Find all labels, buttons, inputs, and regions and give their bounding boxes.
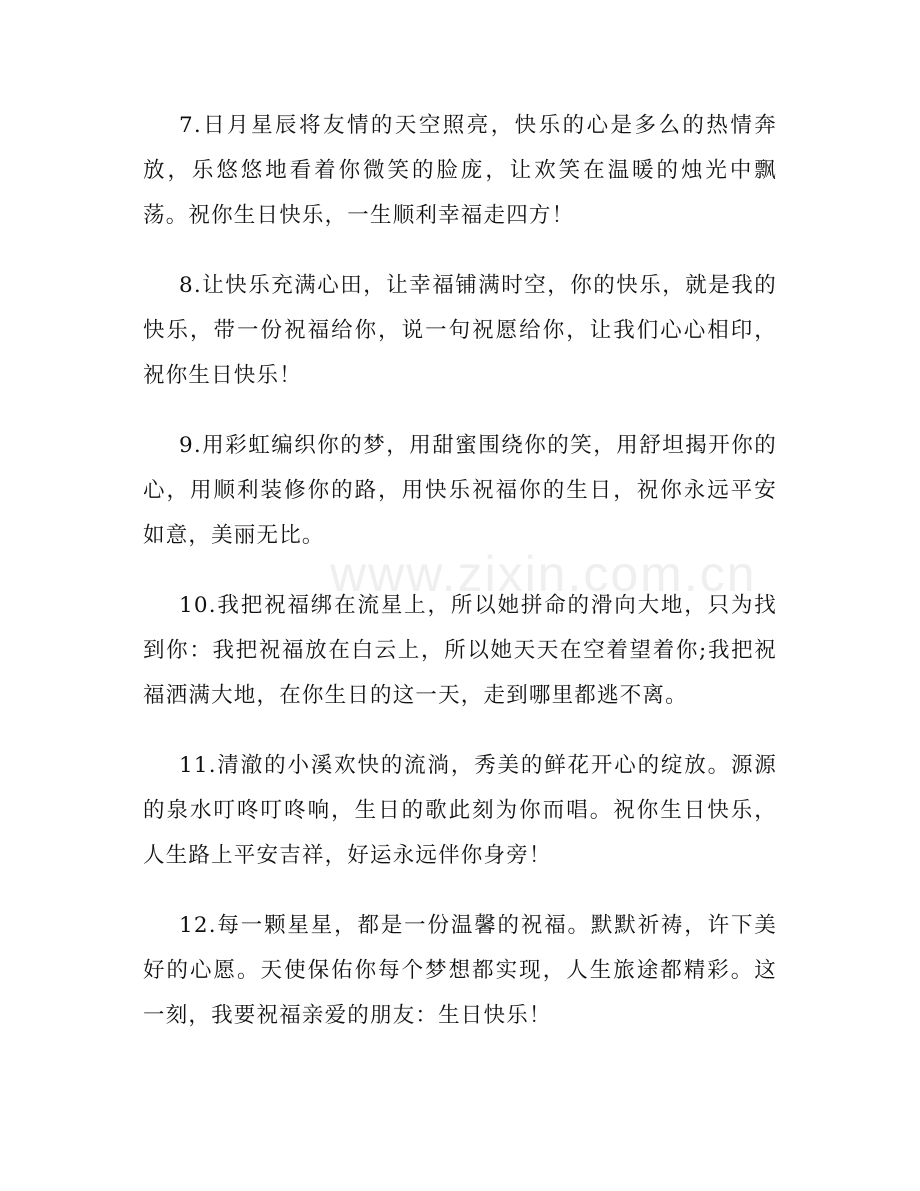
watermark: www.zixin.com.cn: [330, 546, 757, 602]
paragraph-11: 11.清澈的小溪欢快的流淌，秀美的鲜花开心的绽放。源源的泉水叮咚叮咚响，生日的歌此刻为你而唱。祝你生日快乐，人生路上平安吉祥，好运永远伴你身旁！: [143, 753, 777, 868]
paragraph-7: 7.日月星辰将友情的天空照亮，快乐的心是多么的热情奔放，乐悠悠地看着你微笑的脸庞，让欢笑在温暖的烛光中飘荡。祝你生日快乐，一生顺利幸福走四方！: [143, 113, 777, 228]
paragraph-9: 9.用彩虹编织你的梦，用甜蜜围绕你的笑，用舒坦揭开你的心，用顺利装修你的路，用快乐祝福你的生日，祝你永远平安如意，美丽无比。: [143, 433, 777, 548]
paragraph-10: 10.我把祝福绑在流星上，所以她拼命的滑向大地，只为找到你：我把祝福放在白云上，所以她天天在空着望着你;我把祝福洒满大地，在你生日的这一天，走到哪里都逃不离。: [143, 593, 777, 708]
paragraph-12: 12.每一颗星星，都是一份温馨的祝福。默默祈祷，许下美好的心愿。天使保佑你每个梦想都实现，人生旅途都精彩。这一刻，我要祝福亲爱的朋友：生日快乐！: [143, 913, 777, 1028]
paragraph-8: 8.让快乐充满心田，让幸福铺满时空，你的快乐，就是我的快乐，带一份祝福给你，说一句祝愿给你，让我们心心相印，祝你生日快乐！: [143, 273, 777, 388]
